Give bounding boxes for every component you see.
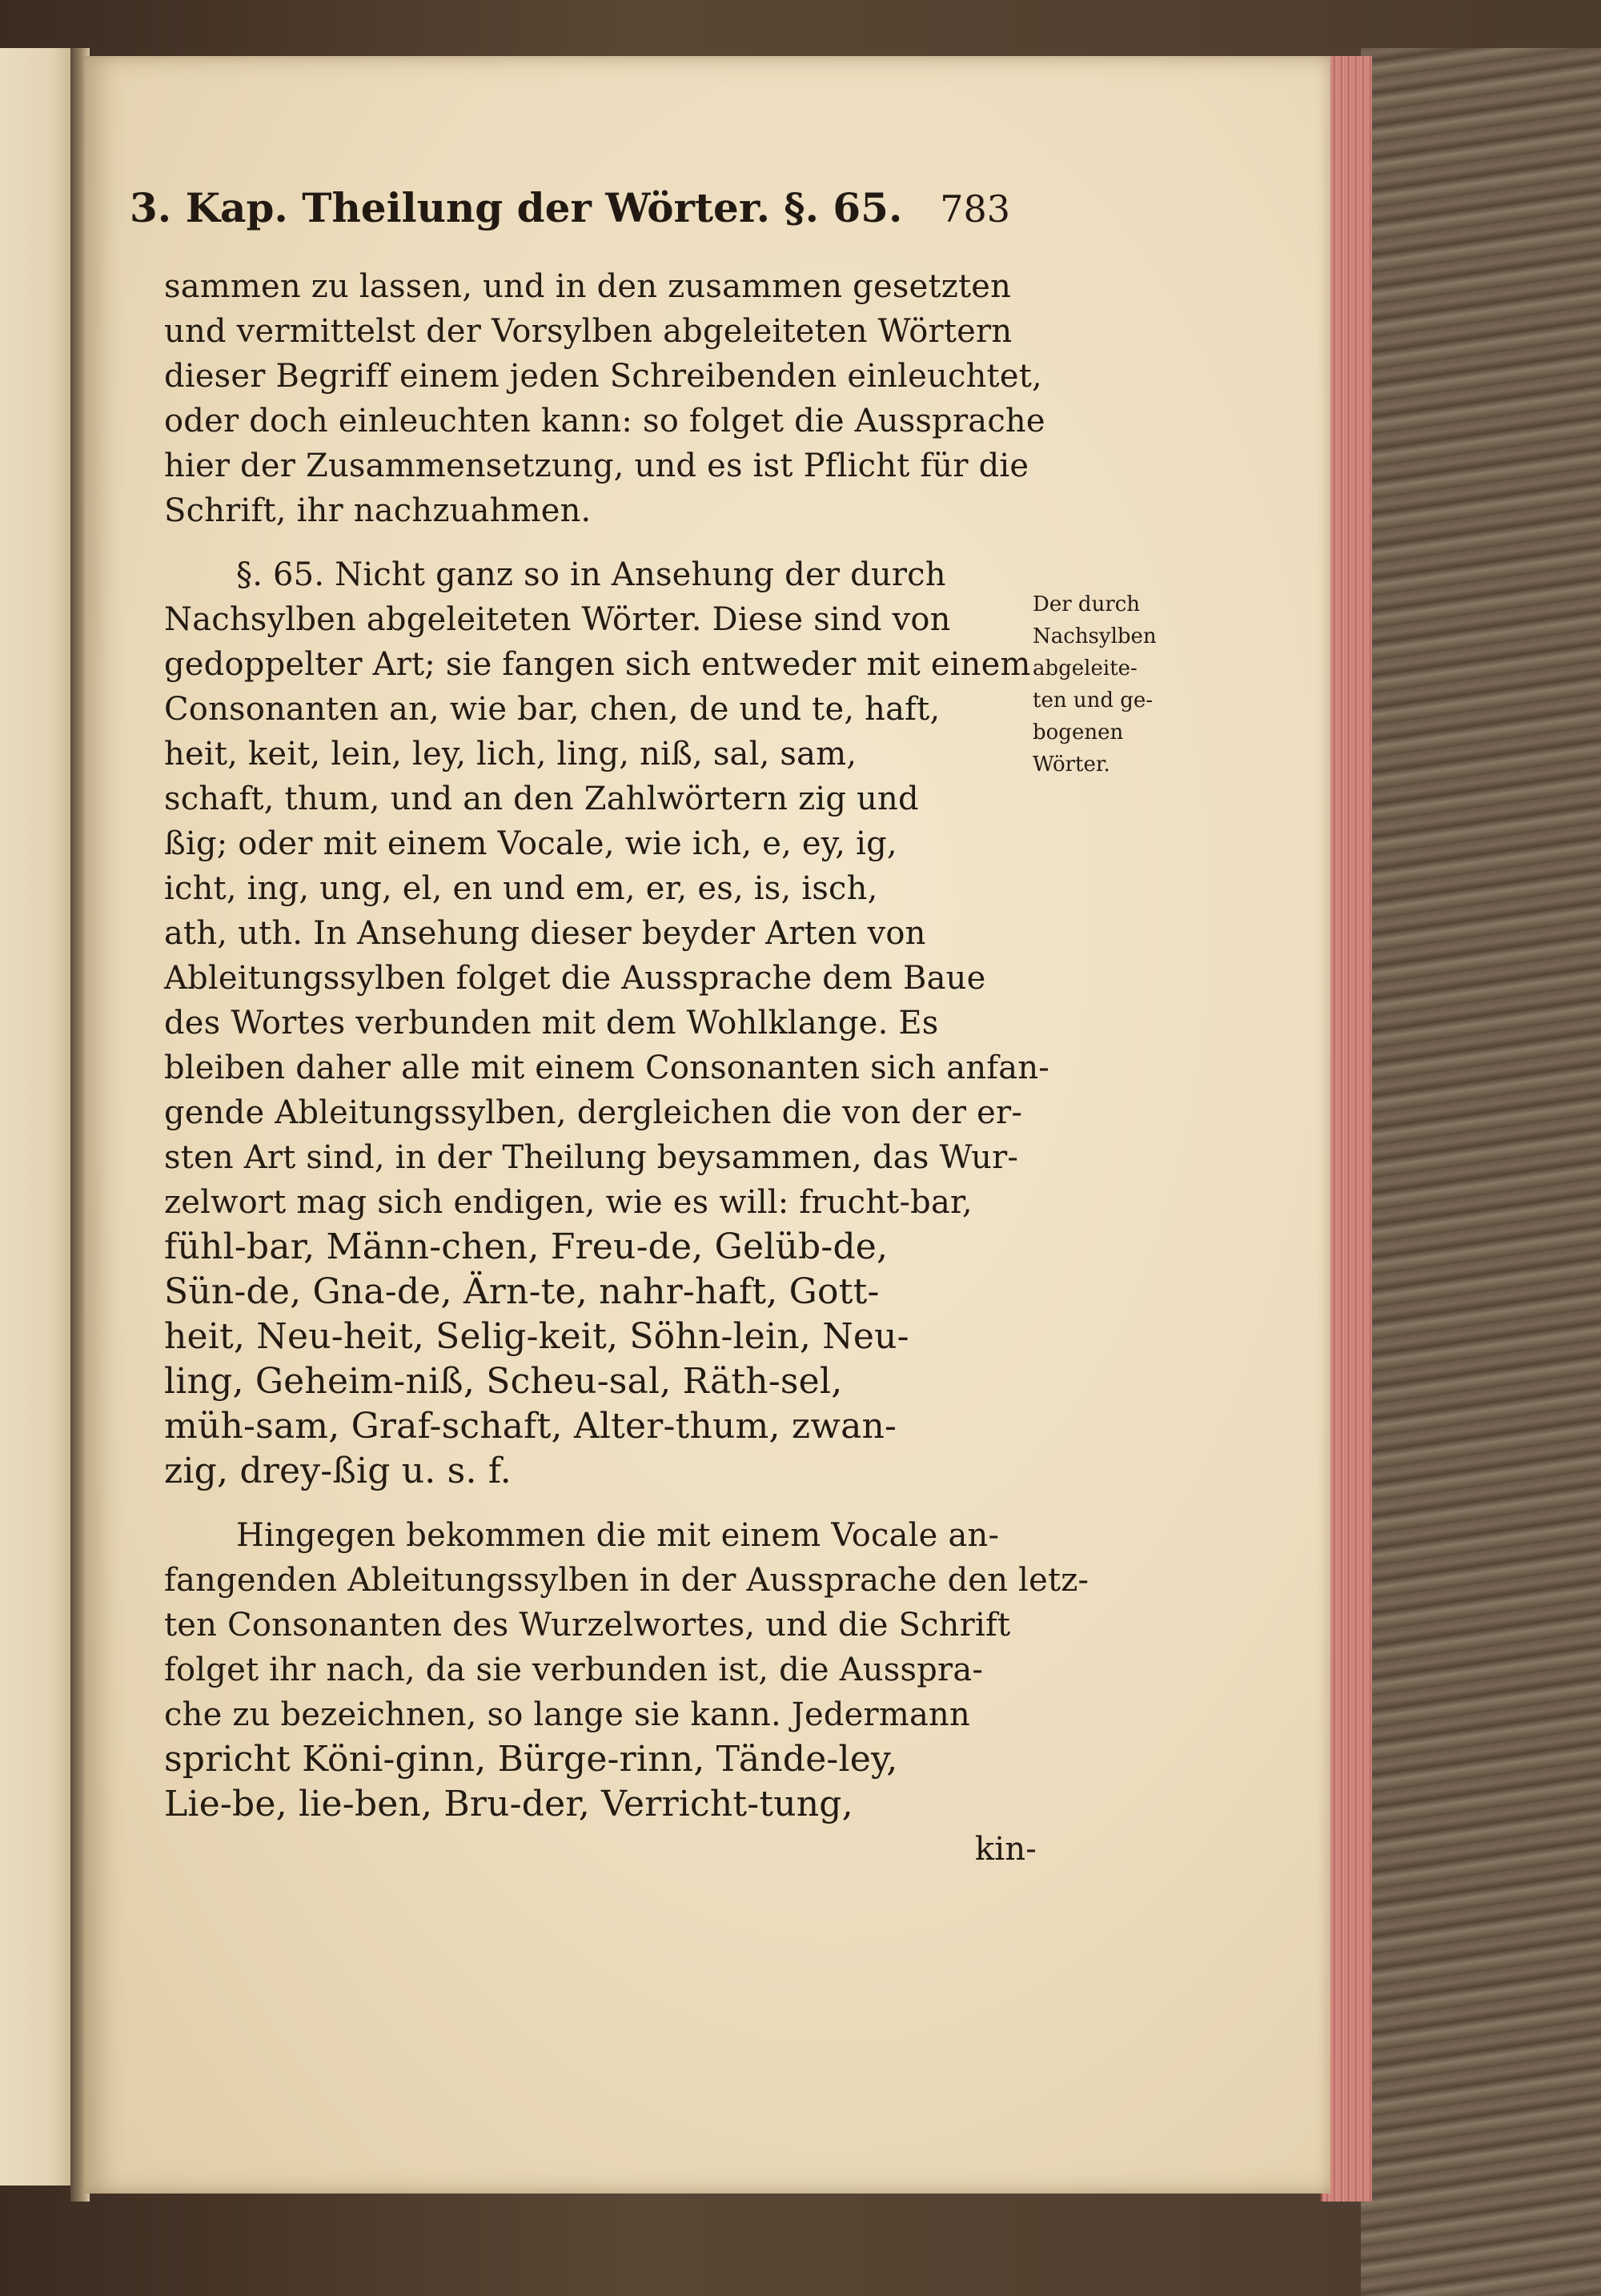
text-line: des Wortes verbunden mit dem Wohlklange. Es xyxy=(164,1005,939,1042)
text-line: schaft, thum, und an den Zahlwörtern zig und xyxy=(164,781,919,817)
catchword: kin- xyxy=(974,1831,1037,1868)
text-line: Hingegen bekommen die mit einem Vocale an- xyxy=(236,1517,1000,1554)
paragraph xyxy=(164,552,1050,1494)
text-line: Nachsylben abgeleiteten Wörter. Diese sind von xyxy=(164,601,951,638)
paragraph xyxy=(164,264,1045,533)
page-number: 783 xyxy=(940,187,1010,231)
margin-note-line: abgeleite- xyxy=(1033,656,1138,680)
text-line: sammen zu lassen, und in den zusammen gesetzten xyxy=(164,268,1012,305)
text-line: spricht Köni-ginn, Bürge-rinn, Tände-ley, xyxy=(164,1739,898,1780)
paragraph xyxy=(164,1513,1089,1872)
text-line: gende Ableitungssylben, dergleichen die von der er- xyxy=(164,1094,1023,1131)
text-line: Ableitungssylben folget die Aussprache dem Baue xyxy=(164,960,986,997)
text-line: zig, drey-ßig u. s. f. xyxy=(164,1451,512,1491)
text-line: ßig; oder mit einem Vocale, wie ich, e, ey, ig, xyxy=(164,825,897,862)
header-title: 3. Kap. Theilung der Wörter. §. 65. xyxy=(130,184,903,231)
text-line: hier der Zusammensetzung, und es ist Pflicht für die xyxy=(164,448,1029,484)
text-line: folget ihr nach, da sie verbunden ist, die Ausspra- xyxy=(164,1652,984,1688)
text-line: ling, Geheim-niß, Scheu-sal, Räth-sel, xyxy=(164,1361,843,1402)
text-line: gedoppelter Art; sie fangen sich entweder mit einem xyxy=(164,646,1031,683)
text-line: ten Consonanten des Wurzelwortes, und die Schrift xyxy=(164,1607,1011,1644)
text-line: §. 65. Nicht ganz so in Ansehung der durch xyxy=(236,556,946,593)
text-line: heit, keit, lein, ley, lich, ling, niß, sal, sam, xyxy=(164,736,857,773)
text-line: Schrift, ihr nachzuahmen. xyxy=(164,492,592,529)
text-line: bleiben daher alle mit einem Consonanten sich anfan- xyxy=(164,1050,1050,1086)
text-line: fühl-bar, Männ-chen, Freu-de, Gelüb-de, xyxy=(164,1226,889,1267)
text-line: dieser Begriff einem jeden Schreibenden einleuchtet, xyxy=(164,358,1042,395)
margin-note xyxy=(1033,588,1193,781)
margin-note-line: bogenen xyxy=(1033,721,1124,745)
text-line: oder doch einleuchten kann: so folget die Aussprache xyxy=(164,403,1045,440)
text-line: ath, uth. In Ansehung dieser beyder Arten von xyxy=(164,915,926,952)
text-line: und vermittelst der Vorsylben abgeleiteten Wörtern xyxy=(164,313,1013,350)
text-line: zelwort mag sich endigen, wie es will: frucht-bar, xyxy=(164,1184,973,1221)
book-cover-board xyxy=(1361,48,1601,2296)
text-line: che zu bezeichnen, so lange sie kann. Jedermann xyxy=(164,1696,970,1733)
text-line: Consonanten an, wie bar, chen, de und te, haft, xyxy=(164,691,941,728)
text-line: Sün-de, Gna-de, Ärn-te, nahr-haft, Gott- xyxy=(164,1271,880,1312)
margin-note-line: Nachsylben xyxy=(1033,624,1157,648)
text-line: sten Art sind, in der Theilung beysammen, das Wur- xyxy=(164,1139,1019,1176)
text-line: fangenden Ableitungssylben in der Aussprache den letz- xyxy=(164,1562,1089,1599)
running-header xyxy=(130,184,1010,240)
left-facing-page xyxy=(0,48,76,2186)
text-line: heit, Neu-heit, Selig-keit, Söhn-lein, Neu- xyxy=(164,1316,909,1357)
margin-note-line: ten und ge- xyxy=(1033,688,1154,712)
text-line: Lie-be, lie-ben, Bru-der, Verricht-tung, xyxy=(164,1784,853,1824)
margin-note-line: Der durch xyxy=(1033,592,1141,616)
margin-note-line: Wörter. xyxy=(1033,753,1110,777)
text-line: müh-sam, Graf-schaft, Alter-thum, zwan- xyxy=(164,1406,897,1447)
text-line: icht, ing, ung, el, en und em, er, es, is, isch, xyxy=(164,870,878,907)
